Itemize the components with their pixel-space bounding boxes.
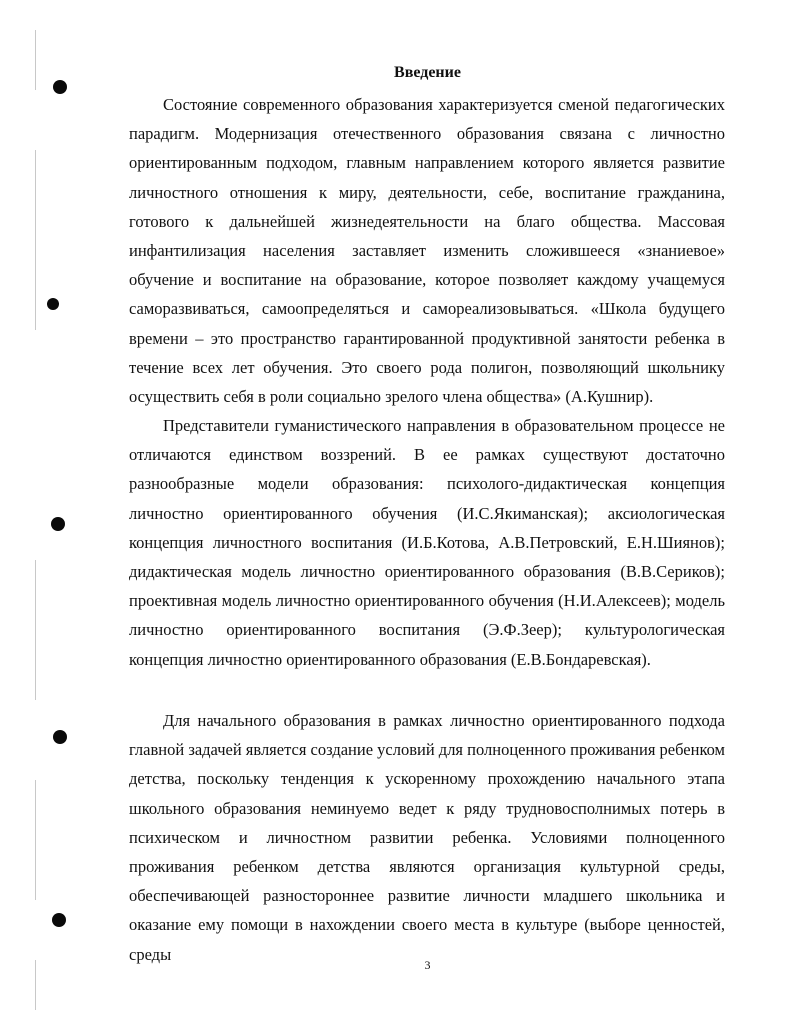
paragraph: Состояние современного образования характеризуется сменой педагогических парадигм. Модернизация отечественного образования связана с личностно ориентированным подходом, главным направлением которого является развитие личностного отношения к миру, деятельности, себе, воспитание гражданина, готового к дальнейшей жизнедеятельности на благо общества. Массовая инфантилизация населения заставляет изменить сложившееся «знаниевое» обучение и воспитание на образование, которое позволяет каждому учащемуся саморазвиваться, самоопределяться и самореализовываться. «Школа будущего времени – это пространство гарантированной продуктивной занятости ребенка в течение всех лет обучения. Это своего рода полигон, позволяющий школьнику осуществить себя в роли социально зрелого члена общества» (А.Кушнир). <box>129 95 725 407</box>
paragraph: Представители гуманистического направления в образовательном процессе не отличаются единством воззрений. В ее рамках существуют достаточно разнообразные модели образования: психолого-дидактическая концепция личностно ориентированного обучения (И.С.Якиманская); аксиологическая концепция личностного воспитания (И.Б.Котова, А.В.Петровский, Е.Н.Шиянов); дидактическая модель личностно ориентированного образования (В.В.Сериков); проективная модель личностно ориентированного обучения (Н.И.Алексеев); модель личностно ориентированного воспитания (Э.Ф.Зеер); культурологическая концепция личностно ориентированного образования (Е.В.Бондаревская). <box>129 416 725 669</box>
binder-hole-mark <box>51 517 65 531</box>
scan-edge-line <box>35 150 36 330</box>
scan-edge-line <box>35 780 36 900</box>
page-heading: Введение <box>394 64 461 81</box>
binder-hole-mark <box>52 913 66 927</box>
scan-edge-line <box>35 560 36 700</box>
binder-hole-mark <box>53 730 67 744</box>
paragraph-2-block <box>129 411 725 674</box>
paragraph: Для начального образования в рамках личностно ориентированного подхода главной задачей является создание условий для полноценного проживания ребенком детства, поскольку тенденция к ускоренному прохождению начального этапа школьного образования неминуемо ведет к ряду трудновосполнимых потерь в психическом и личностном развитии ребенка. Условиями полноценного проживания ребенком детства являются организация культурной среды, обеспечивающей разностороннее развитие личности младшего школьника и оказание ему помощи в нахождении своего места в культуре (выборе ценностей, среды <box>129 711 725 964</box>
binder-hole-mark <box>47 298 59 310</box>
page-number: 3 <box>424 958 431 972</box>
paragraph-1-block <box>129 90 725 411</box>
paragraph-3-block <box>129 706 725 969</box>
